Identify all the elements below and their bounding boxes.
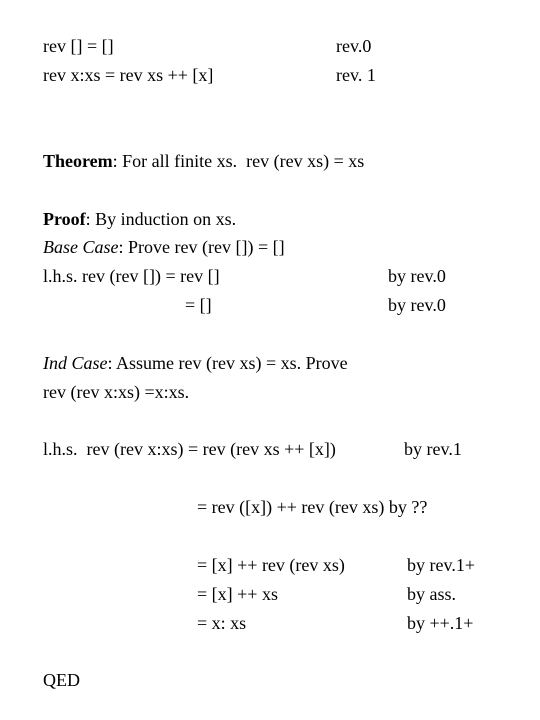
base-case-statement: [43, 236, 285, 258]
base-case-text: : Prove rev (rev []) = []: [118, 237, 285, 257]
definition-rev0-label: rev.0: [336, 36, 372, 56]
proof-keyword: Proof: [43, 209, 86, 229]
definition-rev1-label: rev. 1: [336, 65, 376, 85]
ind-case-statement: [43, 352, 348, 374]
definition-rev1-equation: rev x:xs = rev xs ++ [x]: [43, 65, 214, 85]
ind-step-5-expr: = x: xs: [197, 613, 247, 633]
definition-rev0-equation: rev [] = []: [43, 36, 114, 56]
base-step-1-expr: l.h.s. rev (rev []) = rev []: [43, 266, 220, 286]
ind-step-3-expr: = [x] ++ rev (rev xs): [197, 555, 345, 575]
ind-case-keyword: Ind Case: [43, 353, 108, 373]
proof-statement: [43, 208, 236, 230]
ind-step-4-justification: by ass.: [407, 584, 456, 604]
theorem-statement: [43, 150, 364, 172]
base-step-2-expr: = []: [185, 295, 212, 315]
ind-step-1-justification: by rev.1: [404, 439, 462, 459]
base-step-2-justification: by rev.0: [388, 295, 446, 315]
theorem-text: : For all finite xs. rev (rev xs) = xs: [112, 151, 365, 171]
ind-step-3-justification: by rev.1+: [407, 555, 475, 575]
ind-case-text-continued: rev (rev x:xs) =x:xs.: [43, 382, 190, 402]
ind-step-1-expr: l.h.s. rev (rev x:xs) = rev (rev xs ++ [x]): [43, 439, 336, 459]
qed-marker: QED: [43, 670, 80, 690]
ind-step-5-justification: by ++.1+: [407, 613, 474, 633]
base-step-1-justification: by rev.0: [388, 266, 446, 286]
ind-step-4-expr: = [x] ++ xs: [197, 584, 278, 604]
theorem-keyword: Theorem: [43, 151, 113, 171]
base-case-keyword: Base Case: [43, 237, 119, 257]
ind-case-text: : Assume rev (rev xs) = xs. Prove: [107, 353, 348, 373]
ind-step-2-expr: = rev ([x]) ++ rev (rev xs) by ??: [197, 497, 428, 517]
proof-text: : By induction on xs.: [85, 209, 237, 229]
